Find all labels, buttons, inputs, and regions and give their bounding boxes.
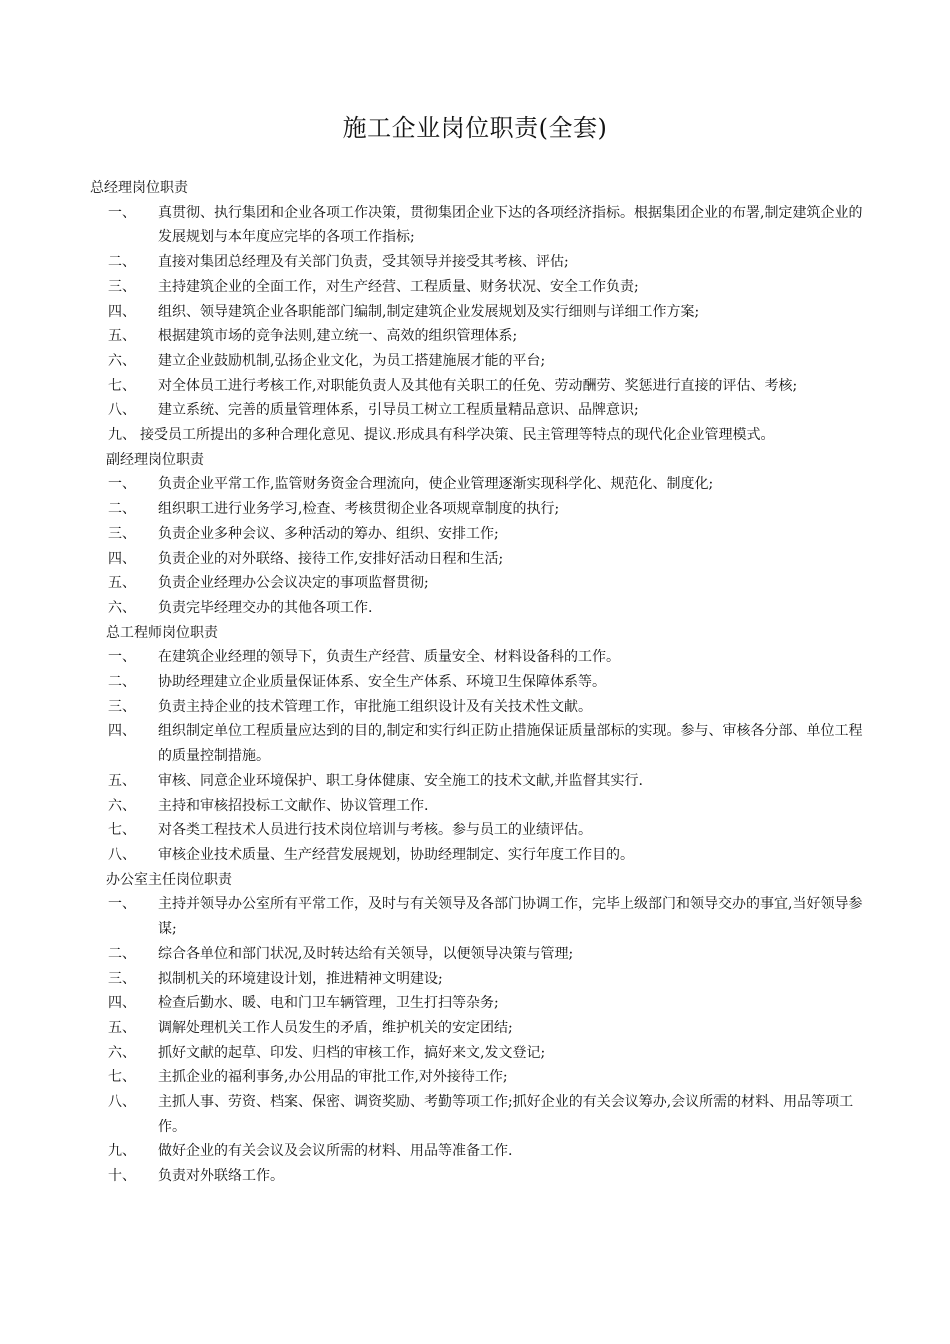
item-text: 负责完毕经理交办的其他各项工作. — [158, 599, 373, 616]
item-number: 三、 — [108, 525, 136, 542]
section-heading: 总经理岗位职责 — [90, 180, 188, 196]
item-number: 八、 — [108, 1094, 136, 1111]
list-item — [90, 571, 870, 596]
item-text: 对各类工程技术人员进行技术岗位培训与考核。参与员工的业绩评估。 — [158, 822, 592, 839]
item-number: 三、 — [108, 278, 136, 295]
list-item — [90, 1065, 870, 1090]
list-item — [90, 818, 870, 843]
item-text: 建立企业鼓励机制,弘扬企业文化，为员工搭建施展才能的平台; — [158, 352, 546, 369]
list-item — [90, 497, 870, 522]
item-text: 负责主持企业的技术管理工作，审批施工组织设计及有关技术性文献。 — [158, 698, 592, 715]
item-number: 六、 — [108, 599, 136, 616]
list-item — [90, 250, 870, 275]
item-number: 五、 — [108, 772, 136, 789]
item-number: 九、 — [108, 427, 136, 444]
item-text: 负责企业经理办公会议决定的事项监督贯彻; — [158, 575, 429, 592]
item-number: 五、 — [108, 328, 136, 345]
list-item — [90, 1139, 870, 1164]
list-item — [90, 324, 870, 349]
item-text: 接受员工所提出的多种合理化意见、提议.形成具有科学决策、民主管理等特点的现代化企业管理模式。 — [140, 427, 775, 444]
item-number: 三、 — [108, 970, 136, 987]
item-number: 一、 — [108, 476, 136, 493]
item-text: 主抓企业的福利事务,办公用品的审批工作,对外接待工作; — [158, 1069, 508, 1086]
item-number: 二、 — [108, 945, 136, 962]
list-item — [90, 794, 870, 819]
list-item — [90, 670, 870, 695]
section-heading: 办公室主任岗位职责 — [106, 871, 232, 888]
item-number: 八、 — [108, 402, 136, 419]
list-item — [90, 1041, 870, 1066]
list-item — [90, 275, 870, 300]
list-item — [90, 967, 870, 992]
list-item — [90, 349, 870, 374]
item-text: 对全体员工进行考核工作,对职能负责人及其他有关职工的任免、劳动酬劳、奖惩进行直接的评估、考核; — [158, 377, 798, 394]
item-text: 直接对集团总经理及有关部门负责，受其领导并接受其考核、评估; — [158, 254, 569, 271]
list-item — [90, 843, 870, 868]
item-number: 六、 — [108, 352, 136, 369]
item-text: 综合各单位和部门状况,及时转达给有关领导，以便领导决策与管理; — [158, 945, 574, 962]
list-item — [90, 1090, 870, 1139]
list-item — [90, 423, 870, 448]
list-item — [90, 201, 870, 250]
list-item — [90, 398, 870, 423]
section-heading: 总工程师岗位职责 — [106, 624, 218, 641]
list-item — [90, 300, 870, 325]
item-text: 主持并领导办公室所有平常工作，及时与有关领导及各部门协调工作，完毕上级部门和领导交办的事宜,当好领导参谋; — [158, 896, 863, 938]
list-item — [90, 645, 870, 670]
list-item — [90, 472, 870, 497]
item-text: 审核企业技术质量、生产经营发展规划，协助经理制定、实行年度工作目的。 — [158, 846, 634, 863]
list-item — [90, 695, 870, 720]
item-text: 主持和审核招投标工文献作、协议管理工作. — [158, 797, 429, 814]
item-text: 调解处理机关工作人员发生的矛盾，维护机关的安定团结; — [158, 1019, 513, 1036]
item-number: 五、 — [108, 575, 136, 592]
item-text: 抓好文献的起草、印发、归档的审核工作，搞好来文,发文登记; — [158, 1044, 546, 1061]
section-heading: 副经理岗位职责 — [106, 451, 204, 468]
list-item — [90, 1164, 870, 1189]
list-item — [90, 522, 870, 547]
item-text: 审核、同意企业环境保护、职工身体健康、安全施工的技术文献,并监督其实行. — [158, 772, 643, 789]
item-number: 二、 — [108, 254, 136, 271]
item-number: 一、 — [108, 204, 136, 221]
list-item — [90, 719, 870, 768]
item-text: 主持建筑企业的全面工作，对生产经营、工程质量、财务状况、安全工作负责; — [158, 278, 639, 295]
item-text: 组织制定单位工程质量应达到的目的,制定和实行纠正防止措施保证质量部标的实现。参与、审核各分部、单位工程的质量控制措施。 — [158, 723, 863, 765]
list-item — [90, 596, 870, 621]
item-number: 一、 — [108, 896, 136, 913]
item-text: 协助经理建立企业质量保证体系、安全生产体系、环境卫生保障体系等。 — [158, 674, 606, 691]
item-number: 四、 — [108, 550, 136, 567]
item-text: 拟制机关的环境建设计划，推进精神文明建设; — [158, 970, 443, 987]
item-text: 负责对外联络工作。 — [158, 1168, 284, 1185]
item-text: 建立系统、完善的质量管理体系，引导员工树立工程质量精品意识、品牌意识; — [158, 402, 639, 419]
item-text: 根据建筑市场的竞争法则,建立统一、高效的组织管理体系; — [158, 328, 518, 345]
item-number: 四、 — [108, 723, 136, 740]
item-number: 五、 — [108, 1019, 136, 1036]
item-number: 九、 — [108, 1143, 136, 1160]
item-number: 六、 — [108, 1044, 136, 1061]
item-text: 检查后勤水、暖、电和门卫车辆管理，卫生打扫等杂务; — [158, 995, 499, 1012]
item-text: 组织、领导建筑企业各职能部门编制,制定建筑企业发展规划及实行细则与详细工作方案; — [158, 303, 700, 320]
list-item — [90, 1016, 870, 1041]
item-number: 四、 — [108, 995, 136, 1012]
item-number: 七、 — [108, 1069, 136, 1086]
item-number: 三、 — [108, 698, 136, 715]
item-text: 组织职工进行业务学习,检查、考核贯彻企业各项规章制度的执行; — [158, 501, 560, 518]
item-text: 负责企业平常工作,监管财务资金合理流向，使企业管理逐渐实现科学化、规范化、制度化; — [158, 476, 714, 493]
item-number: 六、 — [108, 797, 136, 814]
item-text: 负责企业多种会议、多种活动的筹办、组织、安排工作; — [158, 525, 499, 542]
item-number: 八、 — [108, 846, 136, 863]
item-text: 主抓人事、劳资、档案、保密、调资奖励、考勤等项工作;抓好企业的有关会议筹办,会议所需的材料、用品等项工作。 — [158, 1094, 854, 1135]
item-text: 负责企业的对外联络、接待工作,安排好活动日程和生活; — [158, 550, 504, 567]
list-item — [90, 942, 870, 967]
item-text: 在建筑企业经理的领导下，负责生产经营、质量安全、材料设备科的工作。 — [158, 649, 620, 666]
item-number: 十、 — [108, 1168, 136, 1185]
list-item — [90, 991, 870, 1016]
document-title: 施工企业岗位职责(全套) — [342, 114, 608, 142]
item-number: 七、 — [108, 822, 136, 839]
document-body — [90, 176, 870, 1189]
item-number: 一、 — [108, 649, 136, 666]
list-item — [90, 892, 870, 941]
item-number: 七、 — [108, 377, 136, 394]
list-item — [90, 547, 870, 572]
item-text: 做好企业的有关会议及会议所需的材料、用品等准备工作. — [158, 1143, 513, 1160]
list-item — [90, 374, 870, 399]
item-text: 真贯彻、执行集团和企业各项工作决策，贯彻集团企业下达的各项经济指标。根据集团企业的布署,制定建筑企业的发展规划与本年度应完毕的各项工作指标; — [158, 204, 863, 246]
item-number: 二、 — [108, 501, 136, 518]
list-item — [90, 769, 870, 794]
item-number: 二、 — [108, 674, 136, 691]
item-number: 四、 — [108, 303, 136, 320]
